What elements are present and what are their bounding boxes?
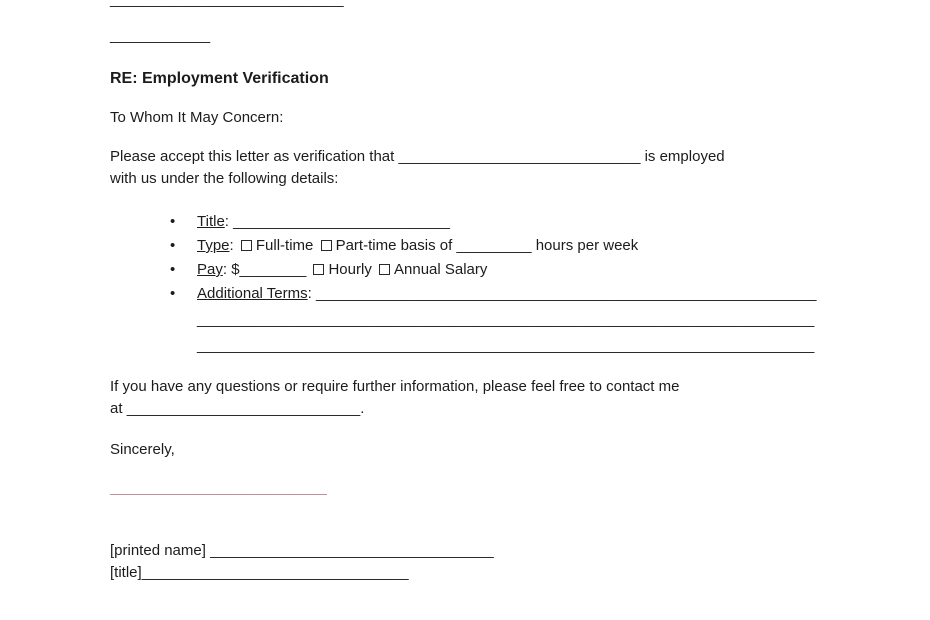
printed-name-line: [110, 540, 818, 562]
footer-title-blank: ________________________________: [141, 564, 409, 581]
type-label: Type: [197, 237, 230, 254]
pay-colon: :: [222, 261, 228, 278]
hourly-checkbox-icon: [313, 264, 324, 275]
header-blank-line-1: [110, 0, 818, 11]
title-label: Title: [197, 213, 225, 230]
closing-line2-prefix: at: [110, 400, 123, 417]
fulltime-option-label: Full-time: [255, 237, 314, 254]
additional-terms-colon: :: [307, 285, 312, 302]
closing-period: .: [360, 400, 365, 417]
signature-line: __________________________: [110, 480, 327, 497]
pay-label: Pay: [197, 261, 223, 278]
parttime-checkbox-icon: [321, 240, 332, 251]
detail-title-row: [168, 211, 818, 233]
footer-title-label: [title]: [110, 564, 142, 581]
hours-suffix: hours per week: [535, 237, 639, 254]
annual-salary-option-label: Annual Salary: [394, 261, 488, 278]
printed-name-label: [printed name]: [110, 542, 206, 559]
employee-name-blank: _____________________________: [398, 148, 641, 165]
intro-text-before: Please accept this letter as verification that: [110, 148, 395, 165]
additional-terms-label: Additional Terms: [197, 285, 308, 302]
subject-heading: RE: Employment Verification: [110, 70, 329, 87]
detail-pay-row: [168, 259, 818, 281]
additional-terms-blank: ____________________________________________________________: [315, 285, 817, 302]
signoff: Sincerely,: [110, 441, 175, 458]
title-colon: :: [224, 213, 229, 230]
hours-blank: _________: [456, 237, 532, 254]
contact-blank: ____________________________: [126, 400, 361, 417]
fulltime-checkbox-icon: [241, 240, 252, 251]
hourly-option-label: Hourly: [328, 261, 372, 278]
footer-block: [110, 540, 818, 584]
details-list: [168, 211, 818, 357]
intro-text-after: is employed: [644, 148, 725, 165]
header-blank-line-2: ____________: [110, 27, 211, 44]
intro-paragraph: [110, 146, 818, 190]
additional-terms-continuation-line-1: __________________________________________________________________________: [197, 311, 815, 328]
type-colon: :: [229, 237, 234, 254]
closing-paragraph: [110, 376, 818, 420]
title-line: [110, 562, 818, 584]
detail-additional-terms-row: [168, 283, 818, 305]
parttime-option-label: Part-time basis of: [335, 237, 453, 254]
printed-name-blank: __________________________________: [210, 542, 494, 559]
title-blank: __________________________: [233, 213, 451, 230]
closing-line1: If you have any questions or require further information, please feel free to contact me: [110, 378, 680, 395]
intro-line2: with us under the following details:: [110, 170, 339, 187]
pay-amount-blank: $________: [231, 261, 307, 278]
detail-type-row: [168, 235, 818, 257]
additional-terms-continuation-line-2: __________________________________________________________________________: [197, 337, 815, 354]
annual-salary-checkbox-icon: [379, 264, 390, 275]
salutation: To Whom It May Concern:: [110, 109, 284, 126]
